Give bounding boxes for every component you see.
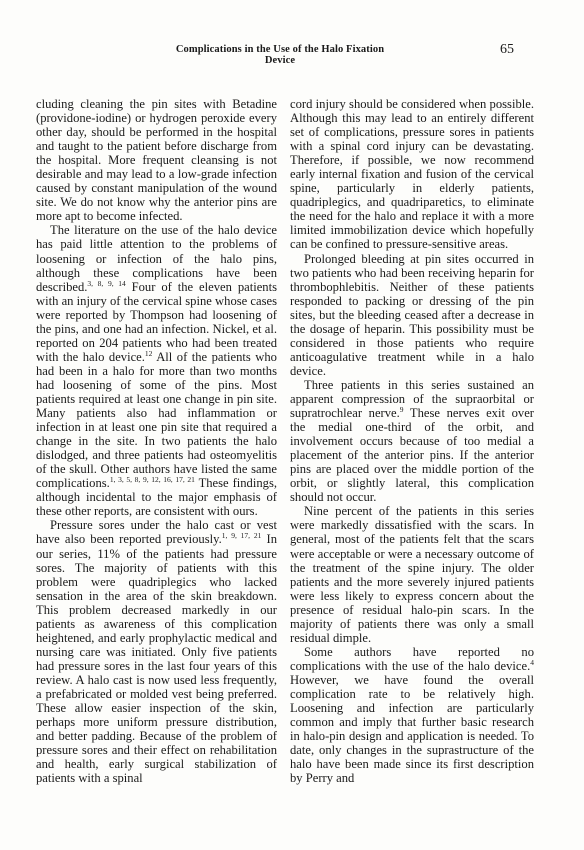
text-run: These findings, although incidental to the major emphasis of these other reports, are consistent with ours. [36, 476, 277, 519]
paragraph-continued: cluding cleaning the pin sites with Betadine (providone-iodine) or hydrogen peroxide every other day, should be performed in the hospital and taught to the patient before discharge from the hospital. More frequent cleansing is not desirable and may lead to a low-grade infection caused by constant manipulation of the wound site. We do not know why the anterior pins are more apt to become infected. [36, 97, 277, 224]
paragraph-scars: Nine percent of the patients in this series were markedly dissatisfied with the scars. In general, most of the patients felt that the scars were acceptable or were a necessary outcome of the treatment of the spine injury. The older patients and the more severely injured patients were less likely to express concern about the presence of residual halo-pin scars. In the majority of patients there was only a small residual dimple. [290, 504, 534, 645]
paragraph-pressure-sores [36, 518, 277, 785]
text-run: In our series, 11% of the patients had pressure sores. The majority of patients with this problem were quadriplegics who lacked sensation in the area of the skin breakdown. This problem decreased markedly in our patients as awareness of this complication heightened, and early prophylactic medical and nursing care was initiated. Only five patients had pressure sores in the last four years of this review. A halo cast is now used less frequently, a prefabricated or molded vest being preferred. These allow easier inspection of the skin, perhaps more uniform pressure distribution, and better padding. Because of the problem of pressure sores and their effect on rehabilitation and health, early surgical stabilization of patients with a spinal [36, 532, 278, 786]
text-run: Pressure sores under the halo cast or vest have also been reported previously. [36, 518, 277, 547]
paragraph-complication-rate [290, 645, 534, 785]
citation-ref: 3, 8, 9, 14 [87, 278, 126, 288]
paragraph-continued: cord injury should be considered when possible. Although this may lead to an entirely different set of complications, pressure sores in patients with a spinal cord injury can be devastating. Therefore, if possible, we now recommend early internal fixation and fusion of the cervical spine, particularly in elderly patients, quadriplegics, and quadriparetics, to eliminate the need for the halo and replace it with a more limited immobilization device which hopefully can be confined to pressure-sensitive areas. [290, 97, 534, 252]
page-number: 65 [500, 42, 514, 57]
paragraph-nerve-compression [290, 378, 534, 504]
left-column [36, 97, 277, 785]
right-column [290, 97, 534, 785]
text-run: Three patients in this series sustained an apparent compression of the supraorbital or supratrochlear nerve. [290, 377, 534, 421]
paragraph-bleeding: Prolonged bleeding at pin sites occurred in two patients who had been receiving heparin for thrombophlebitis. Neither of these patients responded to packing or dressing of the pin sites, but the bleeding ceased after a decrease in the dosage of heparin. This possibility must be considered in those patients who require anticoagulative treatment while in a halo device. [290, 251, 534, 378]
paragraph-literature [36, 223, 277, 518]
running-title: Complications in the Use of the Halo Fixation Device [175, 44, 385, 66]
text-run: Four of the eleven patients with an injury of the cervical spine whose cases were reported by Thompson had loosening of the pins, and one had an infection. Nickel, et al. reported on 204 patients who had been treated with the halo device. [36, 279, 277, 364]
text-run: However, we have found the overall complication rate to be relatively high. Loosening and infection are particularly common and imply that further basic research in halo-pin design and application is needed. To date, only changes in the suprastructure of the halo have been made since its first description by Perry and [290, 672, 534, 786]
citation-ref: 12 [144, 348, 153, 358]
citation-ref: 9 [399, 405, 404, 415]
text-run: The literature on the use of the halo device has paid little attention to the problems of loosening or infection of the halo pins, although these complications have been described. [36, 223, 277, 294]
citation-ref: 4 [530, 657, 534, 667]
text-run: These nerves exit over the medial one-third of the orbit, and involvement occurs because of too medial a placement of the anterior pins. If the anterior pins are placed over the middle portion of the orbit, or slightly lateral, this complication should not occur. [290, 406, 534, 505]
text-run: All of the patients who had been in a halo for more than two months had loosening of some of the pins. Most patients required at least one change in pin site. Many patients also had inflammation or infection in at least one pin site that required a change in the site. In two patients the halo dislodged, and three patients had osteomyelitis of the skull. Other authors have listed the same complications. [36, 349, 277, 491]
citation-ref: 1, 3, 5, 8, 9, 12, 16, 17, 21 [109, 475, 195, 485]
text-run: Some authors have reported no complications with the use of the halo device. [290, 644, 534, 673]
citation-ref: 1, 9, 17, 21 [221, 531, 262, 541]
